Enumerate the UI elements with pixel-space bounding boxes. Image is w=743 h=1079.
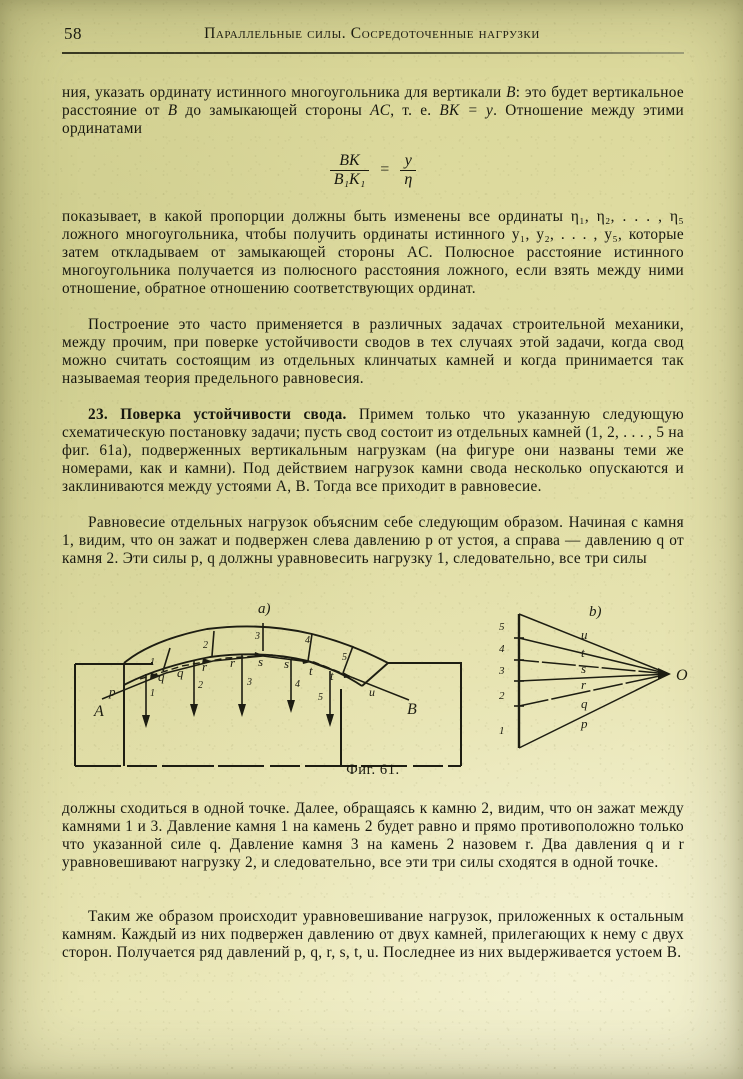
- running-title: Параллельные силы. Сосредоточенные нагрузки: [204, 25, 540, 42]
- paragraph-text: Построение это часто применяется в различных задачах строительной механики, между прочим, при поверке устойчивости сводов в тех случаях этой задачи, когда свод можно считать состоящим из отдельных клинчатых камней и когда принимается так называемая теория предельного равновесия.: [62, 316, 684, 388]
- stone-number-5: 5: [342, 652, 347, 663]
- load-number-5: 5: [318, 692, 323, 703]
- right-abutment-outer-edge: [388, 663, 461, 766]
- ray-q: [519, 674, 669, 706]
- load-arrow-1-head: [142, 715, 150, 728]
- load-arrow-3-head: [238, 704, 246, 717]
- section-body: Примем только что указанную следующую схематическую постановку задачи; пусть свод состоит из отдельных камней (1, 2, . . . , 5 на фиг. 61а), подверженных вертикальным нагрузкам (на фигуре они названы теми же номерами, как и камни). Под действием нагрузок камни свода несколько опускаются и заклиниваются между устоями A, B. Тогда все приходит в равновесие.: [62, 406, 685, 496]
- figure-61-drawing: [62, 586, 688, 786]
- p1-var-AC: AC: [370, 102, 391, 120]
- joint-force-r-right: r: [230, 655, 236, 670]
- pole-arrowhead: [658, 668, 671, 680]
- ray-p: [519, 674, 669, 748]
- p1-var-B1: B: [506, 84, 516, 101]
- scale-label-2: 2: [499, 690, 505, 702]
- figure-caption: Фиг. 61.: [346, 762, 400, 778]
- ray-r: [519, 674, 669, 681]
- joint-force-s-left: s: [258, 654, 264, 669]
- load-arrow-4-head: [287, 700, 295, 713]
- joint-force-t-left: t: [309, 663, 313, 678]
- display-formula: [62, 152, 684, 189]
- paragraph-text: Таким же образом происходит уравновешивание нагрузок, приложенных к остальным камням. Каждый из них подвержен давлению от двух камней, прилегающих к нему с двух сторон. Получается ряд давлений p, q, r, s, t, u. Последнее из них выдерживается устоем B.: [62, 908, 684, 962]
- p1-seg-c: : это будет вертикальное расстояние от: [62, 84, 684, 120]
- ray-label-p: p: [581, 716, 588, 731]
- p1-seg-i: . Отношение между этими ординатами: [62, 102, 684, 138]
- stone-number-4: 4: [305, 635, 310, 646]
- figure-61: [62, 586, 688, 786]
- ray-label-s: s: [581, 661, 587, 676]
- load-number-3: 3: [247, 677, 252, 688]
- stone-number-2: 2: [203, 640, 208, 651]
- fraction-left-denominator: B₁K₁: [330, 170, 370, 189]
- paragraph-equilibrium: [62, 514, 684, 568]
- scale-label-1: 1: [499, 725, 505, 737]
- load-arrow-5-head: [326, 714, 334, 727]
- p1-eq-BK: BK = y: [439, 102, 494, 120]
- pressure-segment-u: [351, 677, 409, 700]
- stone-number-1: 1: [150, 657, 155, 668]
- joint-force-s-right: s: [284, 656, 290, 671]
- p1-var-B2: B: [167, 102, 178, 120]
- header-rule: [62, 52, 684, 54]
- stone-number-3: 3: [255, 631, 260, 642]
- panel-b-label: b): [589, 604, 602, 620]
- load-arrow-2-head: [190, 704, 198, 717]
- paragraph-text: показывает, в какой пропорции должны быть изменены все ординаты η₁, η₂, . . . , η₅ ложного многоугольника, чтобы получить ординаты истинного y₁, y₂, . . . , y₅, которые затем откладываем от замыкающей стороны AC. Полюсное расстояние истинного многоугольника получается из полюсного расстояния ложного, если взять между ними отношение, обратное отношению соответствующих ординат.: [62, 208, 684, 298]
- abutment-label-A: A: [94, 703, 104, 720]
- fraction-right-denominator: η: [400, 170, 416, 189]
- paragraph-text: должны сходиться в одной точке. Далее, обращаясь к камню 2, видим, что он зажат между камнями 1 и 3. Давление камня 1 на камень 2 будет равно и прямо противоположно только что указанной силе q. Давление камня 3 на камень 2 назовем r. Два давления q и r уравновешивают нагрузку 2, и следовательно, все эти три силы сходятся в одной точке.: [62, 800, 684, 872]
- paragraph-construction: [62, 316, 684, 388]
- joint-force-t-right: t: [330, 668, 334, 683]
- fraction-left-numerator: BK: [339, 152, 360, 169]
- scale-label-5: 5: [499, 621, 505, 633]
- ray-label-r: r: [581, 677, 587, 692]
- ray-label-t: t: [581, 645, 585, 660]
- panel-a-arch: [75, 601, 461, 766]
- scale-label-4: 4: [499, 643, 505, 655]
- fraction-right: [400, 152, 416, 189]
- paragraph-continuation: [62, 84, 684, 138]
- joint-force-q-left: q: [158, 669, 165, 684]
- paragraph-text: [62, 406, 684, 496]
- ray-s: [519, 660, 669, 674]
- section-number: 23.: [88, 406, 109, 423]
- p1-seg-a: ния, указать ординату истинного многоугольника для вертикали: [62, 84, 507, 101]
- p1-seg-e: до замыкающей стороны: [177, 102, 371, 120]
- joint-force-u: u: [369, 685, 375, 699]
- voussoir-joint-2: [212, 631, 214, 656]
- fraction-right-numerator: y: [404, 152, 412, 169]
- page-number: 58: [64, 24, 82, 43]
- section-23: [62, 406, 684, 496]
- paragraph-ordinates: [62, 208, 684, 298]
- paragraph-remaining-stones: [62, 908, 684, 962]
- pole-label: O: [676, 667, 688, 684]
- paragraph-stone-2: [62, 800, 684, 872]
- fraction-left: [330, 152, 370, 189]
- running-head: [62, 24, 682, 50]
- paragraph-text: [62, 84, 684, 138]
- abutment-label-B: B: [407, 701, 417, 718]
- joint-force-p: p: [109, 684, 116, 699]
- p1-seg-g: , т. е.: [390, 102, 440, 120]
- pressure-arrow-5: [343, 672, 352, 678]
- scale-label-3: 3: [499, 665, 505, 677]
- paragraph-text: Равновесие отдельных нагрузок объясним себе следующим образом. Начиная с камня 1, видим, что он зажат и подвержен слева давлению p от устоя, а справа — давлению q от камня 2. Эти силы p, q должны уравновесить нагрузку 1, следовательно, все три силы: [62, 514, 684, 568]
- section-heading: Поверка устойчивости свода.: [120, 406, 347, 423]
- load-number-4: 4: [295, 679, 300, 690]
- load-number-1: 1: [150, 688, 155, 699]
- panel-b-force-polygon: [498, 604, 688, 748]
- joint-force-q-right: q: [177, 665, 184, 680]
- left-abutment-top: [75, 662, 152, 664]
- load-number-2: 2: [198, 680, 203, 691]
- equals-sign: =: [380, 161, 390, 179]
- joint-force-r-left: r: [202, 659, 208, 674]
- ray-label-u: u: [581, 627, 588, 642]
- panel-a-label: a): [258, 601, 271, 617]
- ray-label-q: q: [581, 696, 588, 711]
